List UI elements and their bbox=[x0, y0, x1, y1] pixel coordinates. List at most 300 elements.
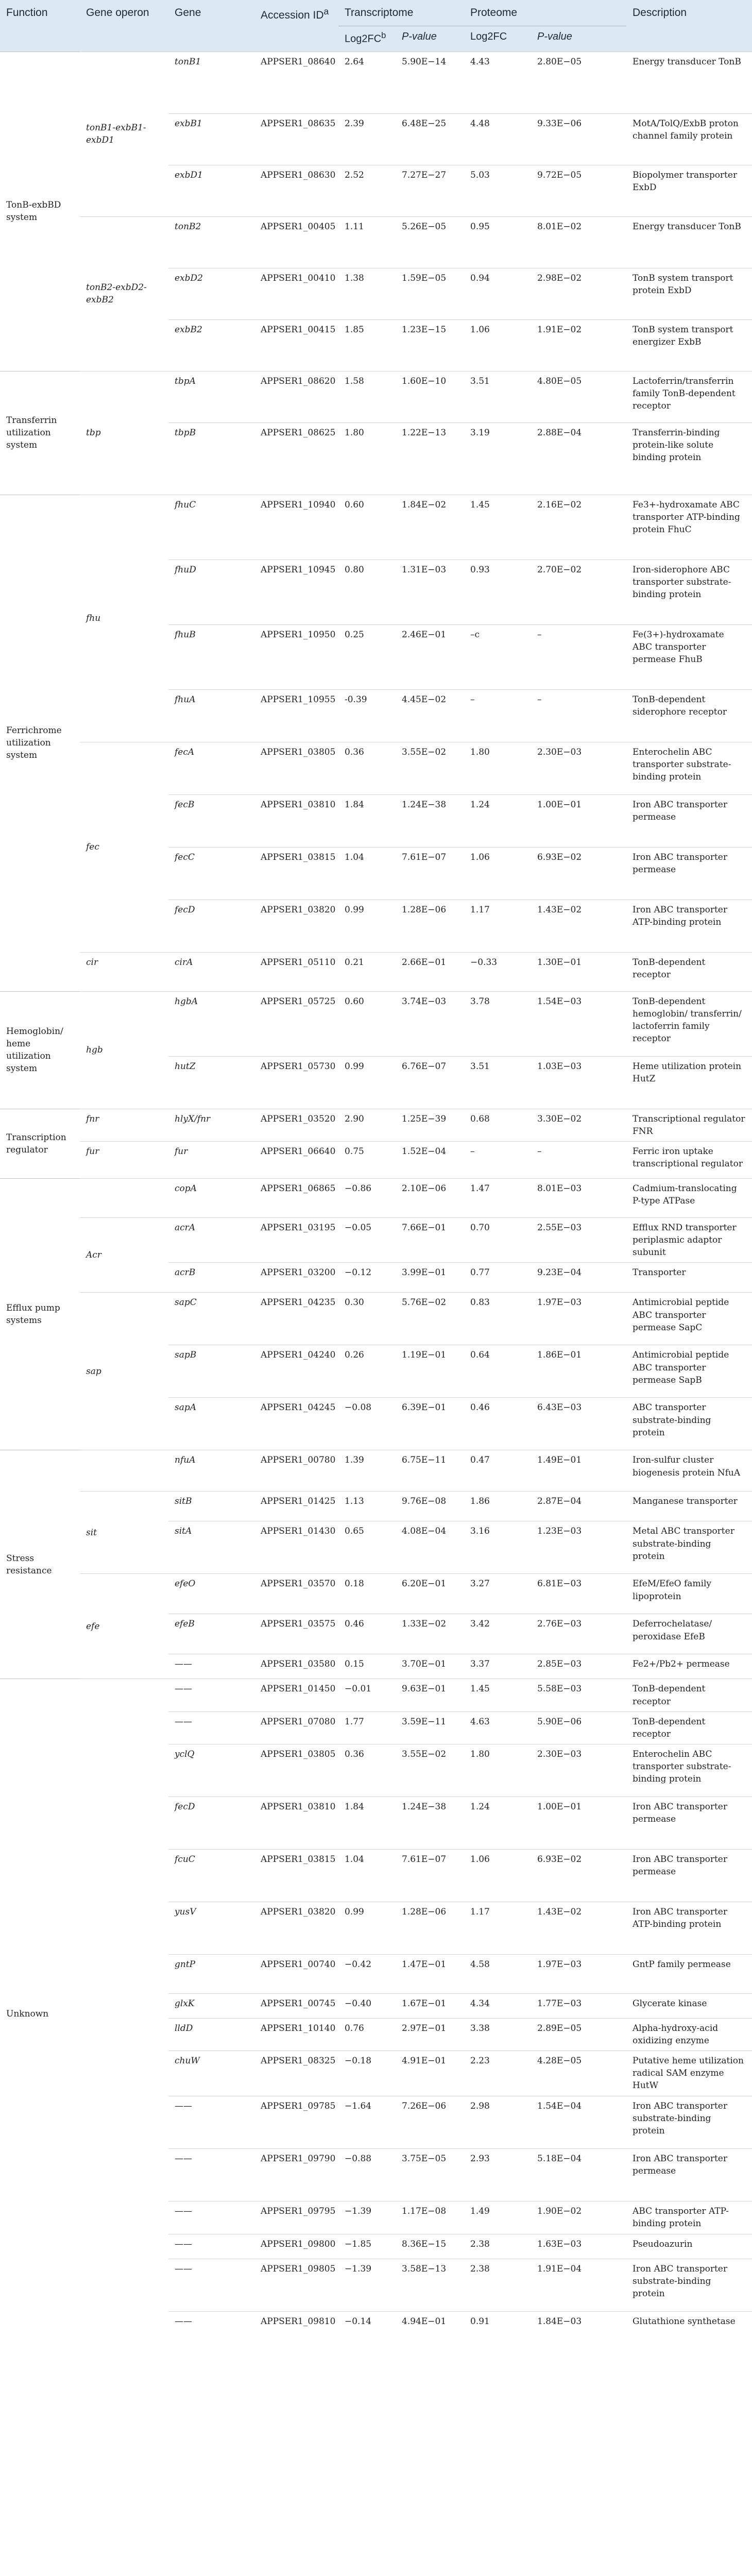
transcriptome-pvalue-cell: 7.61E−07 bbox=[396, 847, 464, 900]
header-log2fc-label: Log2FC bbox=[345, 33, 382, 45]
transcriptome-pvalue-cell: 7.26E−06 bbox=[396, 2096, 464, 2148]
transcriptome-log2fc-cell: 0.99 bbox=[338, 900, 396, 952]
transcriptome-log2fc-cell: 1.39 bbox=[338, 1450, 396, 1492]
gene-cell: sapB bbox=[168, 1345, 254, 1398]
function-cell: Hemoglobin/ heme utilization system bbox=[0, 991, 80, 1109]
proteome-log2fc-cell: 1.06 bbox=[464, 847, 531, 900]
proteome-log2fc-cell: 3.37 bbox=[464, 1654, 531, 1679]
transcriptome-log2fc-cell: −0.05 bbox=[338, 1218, 396, 1263]
transcriptome-log2fc-cell: 1.04 bbox=[338, 847, 396, 900]
transcriptome-log2fc-cell: 1.85 bbox=[338, 319, 396, 371]
accession-cell: APPSER1_10940 bbox=[254, 495, 338, 560]
transcriptome-pvalue-cell: 6.76E−07 bbox=[396, 1056, 464, 1109]
table-row bbox=[0, 1179, 752, 1218]
transcriptome-log2fc-cell: 0.36 bbox=[338, 1744, 396, 1797]
operon-cell: Acr bbox=[80, 1218, 168, 1293]
proteome-pvalue-cell: 2.30E−03 bbox=[531, 1744, 626, 1797]
description-cell: Iron ABC transporter permease bbox=[626, 1849, 752, 1902]
accession-cell: APPSER1_08630 bbox=[254, 165, 338, 216]
proteome-log2fc-cell: 0.77 bbox=[464, 1263, 531, 1293]
transcriptome-log2fc-cell: 0.60 bbox=[338, 495, 396, 560]
description-cell: Pseudoazurin bbox=[626, 2234, 752, 2259]
proteome-log2fc-cell: –c bbox=[464, 624, 531, 689]
accession-cell: APPSER1_03575 bbox=[254, 1614, 338, 1654]
description-cell: TonB system transport protein ExbD bbox=[626, 268, 752, 319]
proteome-log2fc-cell: 0.47 bbox=[464, 1450, 531, 1492]
accession-cell: APPSER1_01450 bbox=[254, 1679, 338, 1711]
gene-cell: fecB bbox=[168, 794, 254, 847]
transcriptome-log2fc-cell: −0.18 bbox=[338, 2051, 396, 2096]
transcriptome-log2fc-cell: 0.60 bbox=[338, 991, 396, 1056]
proteome-pvalue-cell: 5.58E−03 bbox=[531, 1679, 626, 1711]
operon-cell: fec bbox=[80, 742, 168, 952]
proteome-log2fc-cell: 1.47 bbox=[464, 1179, 531, 1218]
gene-cell: fecA bbox=[168, 742, 254, 794]
proteome-log2fc-cell: 0.93 bbox=[464, 560, 531, 624]
proteome-pvalue-cell: – bbox=[531, 1142, 626, 1179]
description-cell: Transcriptional regulator FNR bbox=[626, 1109, 752, 1141]
accession-cell: APPSER1_06865 bbox=[254, 1179, 338, 1218]
accession-cell: APPSER1_03580 bbox=[254, 1654, 338, 1679]
transcriptome-pvalue-cell: 7.27E−27 bbox=[396, 165, 464, 216]
transcriptome-log2fc-cell: 0.76 bbox=[338, 2018, 396, 2050]
accession-cell: APPSER1_00740 bbox=[254, 1954, 338, 1993]
gene-cell: yclQ bbox=[168, 1744, 254, 1797]
transcriptome-pvalue-cell: 1.84E−02 bbox=[396, 495, 464, 560]
proteome-pvalue-cell: 1.90E−02 bbox=[531, 2201, 626, 2234]
transcriptome-pvalue-cell: 1.28E−06 bbox=[396, 1902, 464, 1954]
proteome-pvalue-cell: 9.33E−06 bbox=[531, 113, 626, 165]
operon-cell: efe bbox=[80, 1574, 168, 1679]
gene-cell: exbD2 bbox=[168, 268, 254, 319]
table-row bbox=[0, 52, 752, 113]
accession-cell: APPSER1_03200 bbox=[254, 1263, 338, 1293]
transcriptome-pvalue-cell: 2.46E−01 bbox=[396, 624, 464, 689]
accession-cell: APPSER1_00405 bbox=[254, 216, 338, 268]
gene-cell: hutZ bbox=[168, 1056, 254, 1109]
description-cell: Glutathione synthetase bbox=[626, 2311, 752, 2348]
proteome-pvalue-cell: 1.49E−01 bbox=[531, 1450, 626, 1492]
gene-cell: fecC bbox=[168, 847, 254, 900]
gene-cell: cirA bbox=[168, 952, 254, 991]
proteome-log2fc-cell: 0.46 bbox=[464, 1398, 531, 1450]
description-cell: Iron ABC transporter substrate-binding protein bbox=[626, 2096, 752, 2148]
description-cell: Metal ABC transporter substrate-binding protein bbox=[626, 1521, 752, 1574]
accession-cell: APPSER1_03820 bbox=[254, 900, 338, 952]
transcriptome-pvalue-cell: 1.25E−39 bbox=[396, 1109, 464, 1141]
transcriptome-log2fc-cell: −1.39 bbox=[338, 2201, 396, 2234]
proteome-pvalue-cell: 1.97E−03 bbox=[531, 1293, 626, 1345]
proteome-log2fc-cell: 3.51 bbox=[464, 371, 531, 422]
proteome-pvalue-cell: 6.81E−03 bbox=[531, 1574, 626, 1614]
transcriptome-log2fc-cell: 0.15 bbox=[338, 1654, 396, 1679]
transcriptome-pvalue-cell: 6.39E−01 bbox=[396, 1398, 464, 1450]
transcriptome-log2fc-cell: 2.90 bbox=[338, 1109, 396, 1141]
transcriptome-log2fc-cell: −0.08 bbox=[338, 1398, 396, 1450]
accession-cell: APPSER1_10140 bbox=[254, 2018, 338, 2050]
header-transcriptome: Transcriptome bbox=[338, 0, 464, 26]
proteome-log2fc-cell: 1.80 bbox=[464, 1744, 531, 1797]
accession-cell: APPSER1_09810 bbox=[254, 2311, 338, 2348]
operon-cell: fnr bbox=[80, 1109, 168, 1141]
proteome-pvalue-cell: 6.93E−02 bbox=[531, 1849, 626, 1902]
header-gene: Gene bbox=[168, 0, 254, 52]
proteome-pvalue-cell: 2.70E−02 bbox=[531, 560, 626, 624]
transcriptome-pvalue-cell: 9.63E−01 bbox=[396, 1679, 464, 1711]
transcriptome-log2fc-cell: −0.86 bbox=[338, 1179, 396, 1218]
transcriptome-pvalue-cell: 3.70E−01 bbox=[396, 1654, 464, 1679]
gene-cell: —— bbox=[168, 1711, 254, 1744]
transcriptome-pvalue-cell: 1.24E−38 bbox=[396, 1797, 464, 1849]
gene-cell: copA bbox=[168, 1179, 254, 1218]
proteome-log2fc-cell: 0.70 bbox=[464, 1218, 531, 1263]
table-row bbox=[0, 742, 752, 794]
accession-cell: APPSER1_03195 bbox=[254, 1218, 338, 1263]
transcriptome-log2fc-cell: −0.01 bbox=[338, 1679, 396, 1711]
accession-cell: APPSER1_03820 bbox=[254, 1902, 338, 1954]
proteome-pvalue-cell: 2.16E−02 bbox=[531, 495, 626, 560]
gene-cell: hlyX/fnr bbox=[168, 1109, 254, 1141]
gene-cell: exbD1 bbox=[168, 165, 254, 216]
proteome-pvalue-cell: 4.28E−05 bbox=[531, 2051, 626, 2096]
gene-cell: sapC bbox=[168, 1293, 254, 1345]
transcriptome-pvalue-cell: 6.75E−11 bbox=[396, 1450, 464, 1492]
description-cell: Glycerate kinase bbox=[626, 1993, 752, 2018]
header-operon: Gene operon bbox=[80, 0, 168, 52]
description-cell: TonB-dependent receptor bbox=[626, 952, 752, 991]
accession-cell: APPSER1_08620 bbox=[254, 371, 338, 422]
operon-cell: sit bbox=[80, 1492, 168, 1574]
proteome-log2fc-cell: 1.17 bbox=[464, 900, 531, 952]
accession-cell: APPSER1_00780 bbox=[254, 1450, 338, 1492]
proteome-log2fc-cell: 1.17 bbox=[464, 1902, 531, 1954]
gene-cell: —— bbox=[168, 1654, 254, 1679]
accession-cell: APPSER1_03520 bbox=[254, 1109, 338, 1141]
table-row bbox=[0, 991, 752, 1056]
description-cell: Fe2+/Pb2+ permease bbox=[626, 1654, 752, 1679]
proteome-pvalue-cell: 8.01E−02 bbox=[531, 216, 626, 268]
accession-cell: APPSER1_04240 bbox=[254, 1345, 338, 1398]
accession-cell: APPSER1_03810 bbox=[254, 1797, 338, 1849]
operon-cell: cir bbox=[80, 952, 168, 991]
transcriptome-log2fc-cell: 0.25 bbox=[338, 624, 396, 689]
proteome-log2fc-cell: 1.24 bbox=[464, 794, 531, 847]
description-cell: Energy transducer TonB bbox=[626, 216, 752, 268]
header-accession bbox=[254, 0, 338, 52]
proteome-log2fc-cell: 4.58 bbox=[464, 1954, 531, 1993]
transcriptome-pvalue-cell: 1.67E−01 bbox=[396, 1993, 464, 2018]
accession-cell: APPSER1_04245 bbox=[254, 1398, 338, 1450]
function-cell: Transcription regulator bbox=[0, 1109, 80, 1178]
proteome-pvalue-cell: 1.97E−03 bbox=[531, 1954, 626, 1993]
header-log2fc-proteome: Log2FC bbox=[464, 26, 531, 52]
proteome-pvalue-cell: 1.00E−01 bbox=[531, 1797, 626, 1849]
function-cell: Efflux pump systems bbox=[0, 1179, 80, 1450]
proteome-pvalue-cell: – bbox=[531, 689, 626, 742]
table-row bbox=[0, 1218, 752, 1263]
transcriptome-log2fc-cell: 0.99 bbox=[338, 1902, 396, 1954]
accession-cell: APPSER1_09790 bbox=[254, 2148, 338, 2201]
gene-cell: sitB bbox=[168, 1492, 254, 1521]
transcriptome-log2fc-cell: −0.12 bbox=[338, 1263, 396, 1293]
proteome-log2fc-cell: 1.86 bbox=[464, 1492, 531, 1521]
accession-cell: APPSER1_09785 bbox=[254, 2096, 338, 2148]
transcriptome-log2fc-cell: 0.21 bbox=[338, 952, 396, 991]
accession-cell: APPSER1_03570 bbox=[254, 1574, 338, 1614]
transcriptome-log2fc-cell: 0.30 bbox=[338, 1293, 396, 1345]
accession-cell: APPSER1_09795 bbox=[254, 2201, 338, 2234]
description-cell: Biopolymer transporter ExbD bbox=[626, 165, 752, 216]
description-cell: Putative heme utilization radical SAM enzyme HutW bbox=[626, 2051, 752, 2096]
description-cell: Ferric iron uptake transcriptional regulator bbox=[626, 1142, 752, 1179]
description-cell: Deferrochelatase/ peroxidase EfeB bbox=[626, 1614, 752, 1654]
transcriptome-pvalue-cell: 3.75E−05 bbox=[396, 2148, 464, 2201]
accession-cell: APPSER1_09800 bbox=[254, 2234, 338, 2259]
gene-cell: fecD bbox=[168, 900, 254, 952]
proteome-log2fc-cell: 0.91 bbox=[464, 2311, 531, 2348]
transcriptome-pvalue-cell: 3.55E−02 bbox=[396, 742, 464, 794]
transcriptome-log2fc-cell: 1.80 bbox=[338, 422, 396, 495]
proteome-log2fc-cell: 2.23 bbox=[464, 2051, 531, 2096]
proteome-log2fc-cell: 2.38 bbox=[464, 2259, 531, 2311]
gene-cell: fhuC bbox=[168, 495, 254, 560]
proteome-pvalue-cell: 5.90E−06 bbox=[531, 1711, 626, 1744]
description-cell: Heme utilization protein HutZ bbox=[626, 1056, 752, 1109]
transcriptome-log2fc-cell: 0.99 bbox=[338, 1056, 396, 1109]
transcriptome-pvalue-cell: 5.76E−02 bbox=[396, 1293, 464, 1345]
description-cell: Iron ABC transporter substrate-binding protein bbox=[626, 2259, 752, 2311]
transcriptome-pvalue-cell: 2.10E−06 bbox=[396, 1179, 464, 1218]
proteome-pvalue-cell: 2.55E−03 bbox=[531, 1218, 626, 1263]
description-cell: TonB system transport energizer ExbB bbox=[626, 319, 752, 371]
table-row bbox=[0, 1142, 752, 1179]
description-cell: TonB-dependent receptor bbox=[626, 1679, 752, 1711]
proteome-log2fc-cell: 0.83 bbox=[464, 1293, 531, 1345]
description-cell: Antimicrobial peptide ABC transporter permease SapC bbox=[626, 1293, 752, 1345]
proteome-pvalue-cell: 2.30E−03 bbox=[531, 742, 626, 794]
proteome-pvalue-cell: 1.91E−04 bbox=[531, 2259, 626, 2311]
transcriptome-log2fc-cell: 0.18 bbox=[338, 1574, 396, 1614]
proteome-log2fc-cell: 0.95 bbox=[464, 216, 531, 268]
proteome-pvalue-cell: 9.72E−05 bbox=[531, 165, 626, 216]
description-cell: Fe3+-hydroxamate ABC transporter ATP-binding protein FhuC bbox=[626, 495, 752, 560]
transcriptome-pvalue-cell: 1.31E−03 bbox=[396, 560, 464, 624]
proteome-pvalue-cell: 6.93E−02 bbox=[531, 847, 626, 900]
table-row bbox=[0, 952, 752, 991]
description-cell: MotA/TolQ/ExbB proton channel family protein bbox=[626, 113, 752, 165]
header-pvalue-transcriptome: P-value bbox=[396, 26, 464, 52]
accession-cell: APPSER1_10945 bbox=[254, 560, 338, 624]
accession-cell: APPSER1_08635 bbox=[254, 113, 338, 165]
proteome-pvalue-cell: 1.91E−02 bbox=[531, 319, 626, 371]
description-cell: Manganese transporter bbox=[626, 1492, 752, 1521]
accession-cell: APPSER1_03805 bbox=[254, 742, 338, 794]
transcriptome-pvalue-cell: 6.20E−01 bbox=[396, 1574, 464, 1614]
proteome-pvalue-cell: 6.43E−03 bbox=[531, 1398, 626, 1450]
description-cell: TonB-dependent hemoglobin/ transferrin/ lactoferrin family receptor bbox=[626, 991, 752, 1056]
gene-cell: —— bbox=[168, 2201, 254, 2234]
proteome-log2fc-cell: 2.93 bbox=[464, 2148, 531, 2201]
transcriptome-pvalue-cell: 1.24E−38 bbox=[396, 794, 464, 847]
gene-cell: sapA bbox=[168, 1398, 254, 1450]
proteome-pvalue-cell: 1.54E−04 bbox=[531, 2096, 626, 2148]
transcriptome-log2fc-cell: 1.13 bbox=[338, 1492, 396, 1521]
proteome-log2fc-cell: 0.64 bbox=[464, 1345, 531, 1398]
transcriptome-pvalue-cell: 1.60E−10 bbox=[396, 371, 464, 422]
accession-cell: APPSER1_08625 bbox=[254, 422, 338, 495]
transcriptome-log2fc-cell: 2.39 bbox=[338, 113, 396, 165]
proteome-pvalue-cell: 2.88E−04 bbox=[531, 422, 626, 495]
transcriptome-pvalue-cell: 3.74E−03 bbox=[396, 991, 464, 1056]
gene-cell: fecD bbox=[168, 1797, 254, 1849]
table-row bbox=[0, 495, 752, 560]
transcriptome-pvalue-cell: 9.76E−08 bbox=[396, 1492, 464, 1521]
accession-cell: APPSER1_05730 bbox=[254, 1056, 338, 1109]
gene-cell: lldD bbox=[168, 2018, 254, 2050]
proteome-pvalue-cell: 1.00E−01 bbox=[531, 794, 626, 847]
proteome-log2fc-cell: 1.49 bbox=[464, 2201, 531, 2234]
gene-cell: efeO bbox=[168, 1574, 254, 1614]
proteome-log2fc-cell: 3.19 bbox=[464, 422, 531, 495]
header-log2fc-mark: b bbox=[381, 30, 386, 40]
proteome-log2fc-cell: 2.98 bbox=[464, 2096, 531, 2148]
description-cell: Iron ABC transporter permease bbox=[626, 794, 752, 847]
table-row bbox=[0, 1492, 752, 1521]
transcriptome-pvalue-cell: 2.66E−01 bbox=[396, 952, 464, 991]
transcriptome-log2fc-cell: −0.88 bbox=[338, 2148, 396, 2201]
proteome-pvalue-cell: 1.23E−03 bbox=[531, 1521, 626, 1574]
operon-cell bbox=[80, 1450, 168, 1492]
transcriptome-pvalue-cell: 4.08E−04 bbox=[396, 1521, 464, 1574]
operon-cell: fhu bbox=[80, 495, 168, 742]
gene-cell: efeB bbox=[168, 1614, 254, 1654]
gene-cell: fur bbox=[168, 1142, 254, 1179]
proteome-log2fc-cell: 3.38 bbox=[464, 2018, 531, 2050]
gene-cell: fcuC bbox=[168, 1849, 254, 1902]
accession-cell: APPSER1_08325 bbox=[254, 2051, 338, 2096]
transcriptome-pvalue-cell: 4.91E−01 bbox=[396, 2051, 464, 2096]
description-cell: ABC transporter substrate-binding protein bbox=[626, 1398, 752, 1450]
transcriptome-pvalue-cell: 8.36E−15 bbox=[396, 2234, 464, 2259]
gene-cell: gntP bbox=[168, 1954, 254, 1993]
header-accession-mark: a bbox=[323, 6, 329, 16]
proteome-pvalue-cell: 2.80E−05 bbox=[531, 52, 626, 113]
function-cell: Transferrin utilization system bbox=[0, 371, 80, 495]
transcriptome-pvalue-cell: 3.58E−13 bbox=[396, 2259, 464, 2311]
accession-cell: APPSER1_03815 bbox=[254, 1849, 338, 1902]
proteome-pvalue-cell: 1.30E−01 bbox=[531, 952, 626, 991]
transcriptome-log2fc-cell: 1.11 bbox=[338, 216, 396, 268]
proteome-pvalue-cell: 3.30E−02 bbox=[531, 1109, 626, 1141]
transcriptome-pvalue-cell: 3.59E−11 bbox=[396, 1711, 464, 1744]
proteome-log2fc-cell: 0.68 bbox=[464, 1109, 531, 1141]
proteome-pvalue-cell: 1.43E−02 bbox=[531, 900, 626, 952]
proteome-log2fc-cell: – bbox=[464, 689, 531, 742]
proteome-log2fc-cell: 4.63 bbox=[464, 1711, 531, 1744]
proteome-pvalue-cell: – bbox=[531, 624, 626, 689]
description-cell: Antimicrobial peptide ABC transporter permease SapB bbox=[626, 1345, 752, 1398]
transcriptome-pvalue-cell: 1.33E−02 bbox=[396, 1614, 464, 1654]
description-cell: Efflux RND transporter periplasmic adaptor subunit bbox=[626, 1218, 752, 1263]
description-cell: Iron-sulfur cluster biogenesis protein NfuA bbox=[626, 1450, 752, 1492]
accession-cell: APPSER1_08640 bbox=[254, 52, 338, 113]
proteome-pvalue-cell: 9.23E−04 bbox=[531, 1263, 626, 1293]
operon-cell: tonB2-exbD2-exbB2 bbox=[80, 216, 168, 371]
operon-cell: hgb bbox=[80, 991, 168, 1109]
transcriptome-pvalue-cell: 1.23E−15 bbox=[396, 319, 464, 371]
accession-cell: APPSER1_01425 bbox=[254, 1492, 338, 1521]
operon-cell: fur bbox=[80, 1142, 168, 1179]
accession-cell: APPSER1_03810 bbox=[254, 794, 338, 847]
proteome-log2fc-cell: 1.06 bbox=[464, 319, 531, 371]
gene-cell: —— bbox=[168, 2096, 254, 2148]
accession-cell: APPSER1_00410 bbox=[254, 268, 338, 319]
transcriptome-log2fc-cell: 0.36 bbox=[338, 742, 396, 794]
table-row bbox=[0, 1450, 752, 1492]
function-cell: TonB-exbBD system bbox=[0, 52, 80, 371]
proteome-log2fc-cell: 4.34 bbox=[464, 1993, 531, 2018]
gene-cell: —— bbox=[168, 2311, 254, 2348]
gene-cell: tonB1 bbox=[168, 52, 254, 113]
proteome-pvalue-cell: 1.54E−03 bbox=[531, 991, 626, 1056]
transcriptome-log2fc-cell: -0.39 bbox=[338, 689, 396, 742]
transcriptome-pvalue-cell: 1.17E−08 bbox=[396, 2201, 464, 2234]
transcriptome-pvalue-cell: 4.45E−02 bbox=[396, 689, 464, 742]
table-row bbox=[0, 1679, 752, 1711]
accession-cell: APPSER1_03805 bbox=[254, 1744, 338, 1797]
transcriptome-log2fc-cell: 1.38 bbox=[338, 268, 396, 319]
accession-cell: APPSER1_07080 bbox=[254, 1711, 338, 1744]
table-row bbox=[0, 216, 752, 268]
gene-cell: hgbA bbox=[168, 991, 254, 1056]
accession-cell: APPSER1_00415 bbox=[254, 319, 338, 371]
proteome-log2fc-cell: 2.38 bbox=[464, 2234, 531, 2259]
transcriptome-log2fc-cell: 0.80 bbox=[338, 560, 396, 624]
gene-cell: glxK bbox=[168, 1993, 254, 2018]
gene-cell: fhuA bbox=[168, 689, 254, 742]
gene-cell: fhuD bbox=[168, 560, 254, 624]
transcriptome-pvalue-cell: 5.26E−05 bbox=[396, 216, 464, 268]
transcriptome-pvalue-cell: 1.47E−01 bbox=[396, 1954, 464, 1993]
table-row bbox=[0, 1109, 752, 1141]
transcriptome-pvalue-cell: 4.94E−01 bbox=[396, 2311, 464, 2348]
transcriptome-log2fc-cell: −1.64 bbox=[338, 2096, 396, 2148]
transcriptome-log2fc-cell: −1.85 bbox=[338, 2234, 396, 2259]
description-cell: Iron ABC transporter permease bbox=[626, 847, 752, 900]
header-function: Function bbox=[0, 0, 80, 52]
table-body bbox=[0, 52, 752, 2348]
proteome-log2fc-cell: 4.48 bbox=[464, 113, 531, 165]
description-cell: Alpha-hydroxy-acid oxidizing enzyme bbox=[626, 2018, 752, 2050]
operon-cell bbox=[80, 1679, 168, 2348]
transcriptome-pvalue-cell: 1.28E−06 bbox=[396, 900, 464, 952]
proteome-log2fc-cell: 3.42 bbox=[464, 1614, 531, 1654]
proteome-pvalue-cell: 4.80E−05 bbox=[531, 371, 626, 422]
gene-cell: exbB2 bbox=[168, 319, 254, 371]
transcriptome-log2fc-cell: 0.65 bbox=[338, 1521, 396, 1574]
transcriptome-log2fc-cell: 0.75 bbox=[338, 1142, 396, 1179]
accession-cell: APPSER1_09805 bbox=[254, 2259, 338, 2311]
accession-cell: APPSER1_10955 bbox=[254, 689, 338, 742]
table-header bbox=[0, 0, 752, 52]
transcriptome-pvalue-cell: 3.99E−01 bbox=[396, 1263, 464, 1293]
accession-cell: APPSER1_10950 bbox=[254, 624, 338, 689]
description-cell: Lactoferrin/transferrin family TonB-dependent receptor bbox=[626, 371, 752, 422]
transcriptome-pvalue-cell: 2.97E−01 bbox=[396, 2018, 464, 2050]
description-cell: Transferrin-binding protein-like solute binding protein bbox=[626, 422, 752, 495]
operon-cell: sap bbox=[80, 1293, 168, 1450]
proteome-pvalue-cell: 8.01E−03 bbox=[531, 1179, 626, 1218]
